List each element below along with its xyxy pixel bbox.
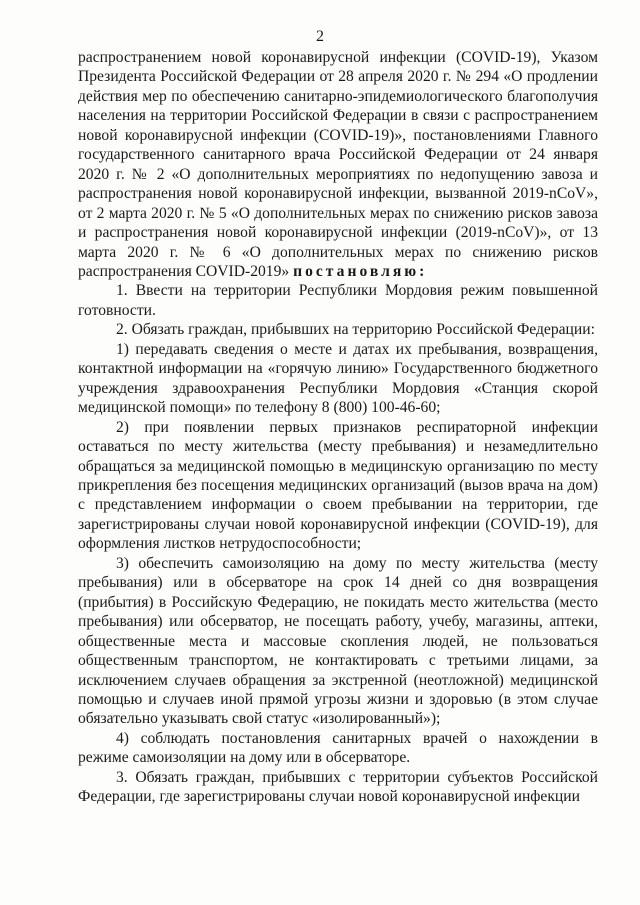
subitem-2-3: 3) обеспечить самоизоляцию на дому по месту жительства (месту пребывания) или в обсерваторе на срок 14 дней со дня возвращения (прибытия) в Российскую Федерацию, не покидать место жительства (место пребывания) или обсерватор, не посещать работу, учебу, магазины, аптеки, общественные места и массовые скопления людей, не пользоваться общественным транспортом, не контактировать с третьими лицами, за исключением случаев обращения за экстренной (неотложной) медицинской помощью и случаев иной прямой угрозы жизни и здоровью (в этом случае обязательно указывать свой статус «изолированный»); bbox=[78, 554, 598, 728]
document-body bbox=[78, 48, 598, 807]
preamble-paragraph bbox=[78, 48, 598, 281]
page-number: 2 bbox=[316, 28, 324, 45]
subitem-2-4: 4) соблюдать постановления санитарных врачей о нахождении в режиме самоизоляции на дому или в обсерваторе. bbox=[78, 729, 598, 767]
item-3: 3. Обязать граждан, прибывших с территории субъектов Российской Федерации, где зарегистрированы случаи новой коронавирусной инфекции bbox=[78, 768, 598, 806]
subitem-2-2: 2) при появлении первых признаков респираторной инфекции оставаться по месту жительства (месту пребывания) и незамедлительно обращаться за медицинской помощью в медицинскую организацию по месту прикрепления без посещения медицинских организаций (вызов врача на дом) с представлением информации о своем пребывании на территории, где зарегистрированы случаи новой коронавирусной инфекции (COVID-19), для оформления листков нетрудоспособности; bbox=[78, 418, 598, 553]
item-2: 2. Обязать граждан, прибывших на территорию Российской Федерации: bbox=[116, 321, 595, 339]
resolution-keyword: постановляю: bbox=[293, 262, 428, 280]
preamble-text: распространением новой коронавирусной инфекции (COVID-19), Указом Президента Российской Федерации от 28 апреля 2020 г. № 294 «О продлении действия мер по обеспечению санитарно-эпидемиологического благополучия населения на территории Российской Федерации в связи с распространением новой коронавирусной инфекции (COVID-19)», постановлениями Главного государственного санитарного врача Российской Федерации от 24 января 2020 г. № 2 «О дополнительных мероприятиях по недопущению завоза и распространения новой коронавирусной инфекции, вызванной 2019-nCoV», от 2 марта 2020 г. № 5 «О дополнительных мерах по снижению рисков завоза и распространения новой коронавирусной инфекции (2019-nCoV)», от 13 марта 2020 г. № 6 «О дополнительных мерах по снижению рисков распространения COVID-2019» bbox=[78, 49, 598, 280]
item-1: 1. Ввести на территории Республики Мордовия режим повышенной готовности. bbox=[78, 282, 598, 319]
subitem-2-1: 1) передавать сведения о месте и датах их пребывания, возвращения, контактной информации на «горячую линию» Государственного бюджетного учреждения здравоохранения Республики Мордовия «Станция скорой медицинской помощи» по телефону 8 (800) 100-46-60; bbox=[78, 340, 598, 417]
